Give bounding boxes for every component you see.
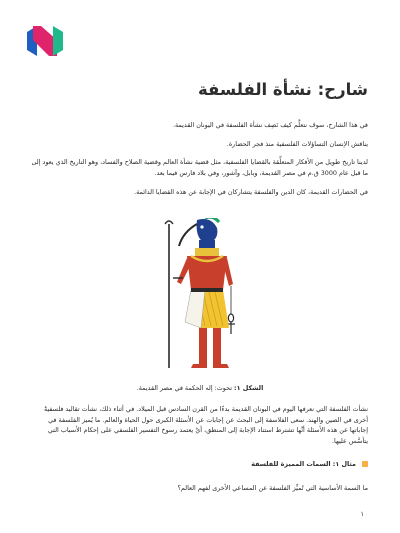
- history-paragraph: لدينا تاريخ طويل من الأفكار المتعلِّقة بالقضايا الفلسفية، مثل قضية نشأة العالم وقضية الصلاح والفساد، وهو التاريخ الذي يعود إلى ما قبل عام 3000 ق.م في مصر القديمة، وبابل، وآشور، وفي بلاد فارس فيما بعد.: [31, 158, 368, 177]
- origin-paragraph: نشأت الفلسفة التي نعرفها اليوم في اليونان القديمة بدءًا من القرن السادس قبل الميلاد. في أثناء ذلك، نشأت تقاليد فلسفيةٌ أخرى في الصين والهند. سعى الفلاسفة إلى البحث عن إجابات عن الأسئلة الكبرى حول الحياة والعالم. ما يُميز الفلسفة في إجاباتها عن هذه الأسئلة أنَّها تشترط استناد الإجابة إلى المنطق، أيْ يعتمد رسوخ التفسير الفلسفي على إحكام الأسباب التي يتأسَّس عليها.: [43, 405, 368, 445]
- example-heading-text: مثال ١: السمات المميزة للفلسفة: [251, 460, 356, 468]
- brand-logo: [27, 26, 63, 56]
- figure-caption-text: تحوت: إله الحكمة في مصر القديمة.: [136, 384, 235, 392]
- intro-paragraph: في هذا الشارح، سوف نتعلَّم كيف نَصِف نشأة الفلسفة في اليونان القديمة.: [172, 121, 368, 129]
- figure-caption-label: الشكل ١:: [234, 384, 264, 392]
- example-heading: [251, 460, 368, 468]
- square-bullet-icon: [362, 461, 368, 467]
- logo-green-shape: [53, 26, 63, 56]
- page-title: شارح: نشأة الفلسفة: [198, 80, 368, 99]
- figure-caption: [0, 384, 400, 392]
- sub-intro-paragraph: يناقش الإنسان التساؤلات الفلسفية منذ فجر الحضارة.: [226, 140, 368, 148]
- example-question: ما السمة الأساسية التي تُميِّز الفلسفة عن المساعي الأخرى لفهم العالم؟: [177, 484, 368, 492]
- civilizations-paragraph: في الحضارات القديمة، كان الدين والفلسفة يتشاركان في الإجابة عن هذه القضايا الدائمة.: [134, 188, 368, 196]
- page-number: ١: [360, 510, 364, 518]
- thoth-figure-image: [155, 218, 247, 373]
